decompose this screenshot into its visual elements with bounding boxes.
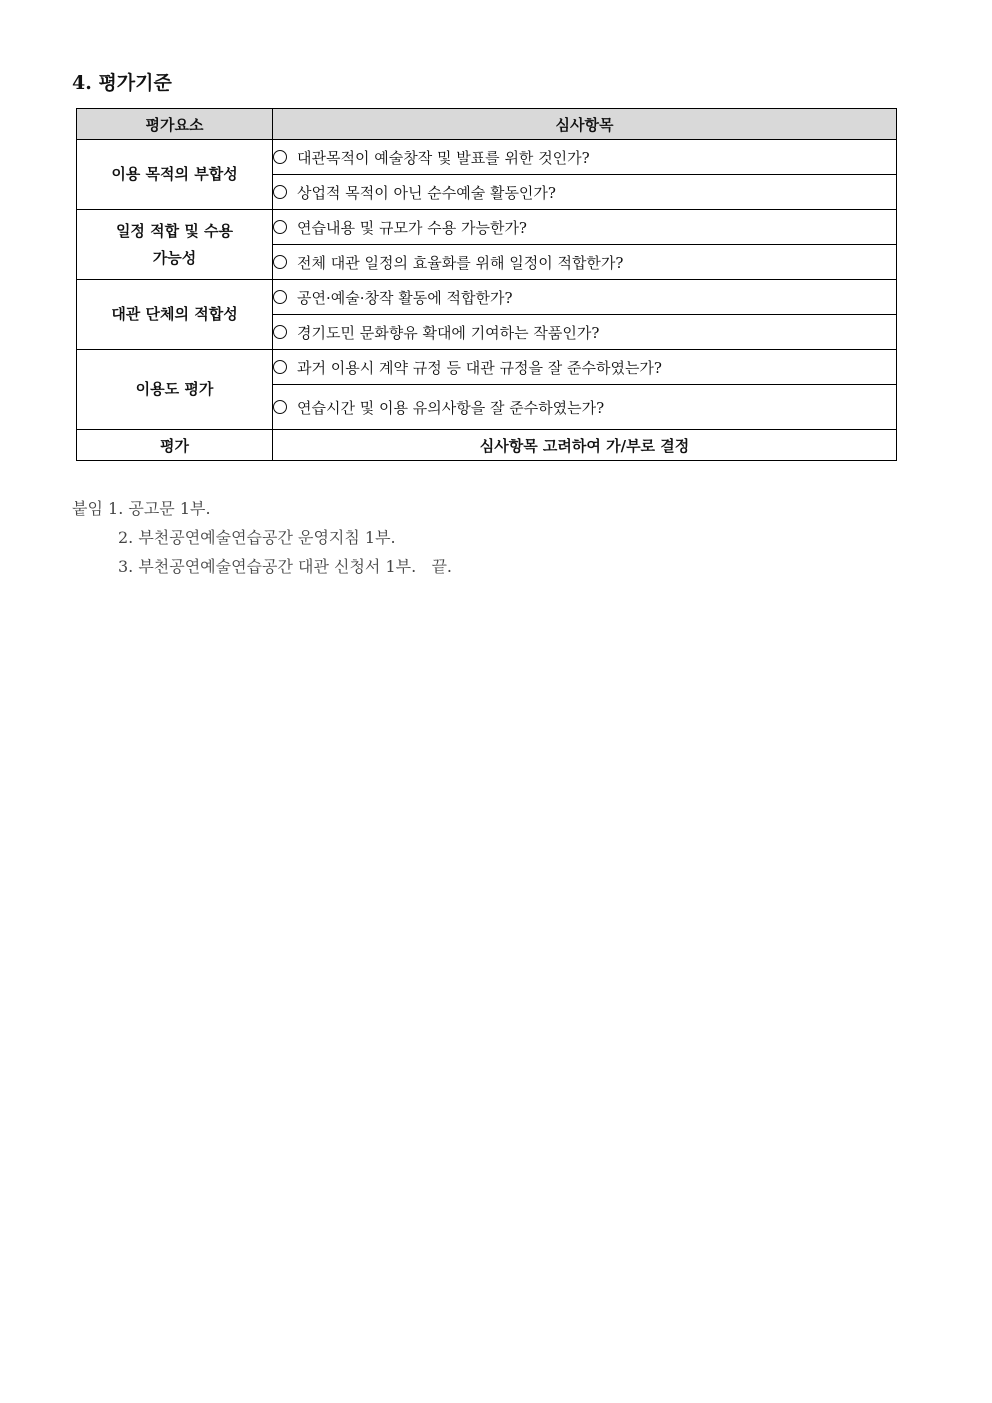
review-item-text: 공연·예술·창작 활동에 적합한가? (297, 288, 513, 307)
attachment-text: 3. 부천공연예술연습공간 대관 신청서 1부. (118, 557, 417, 576)
attachment-item (72, 523, 452, 552)
evaluation-element (77, 140, 273, 210)
circle-bullet-icon (273, 255, 287, 269)
end-mark: 끝. (431, 557, 452, 576)
review-item (273, 175, 897, 210)
review-item (273, 280, 897, 315)
element-label: 대관 단체의 적합성 (111, 305, 238, 323)
element-label: 이용 목적의 부합성 (111, 165, 238, 183)
final-evaluation-label: 평가 (77, 430, 273, 461)
evaluation-element (77, 210, 273, 280)
header-review-items: 심사항목 (273, 109, 897, 140)
table-row (77, 210, 897, 245)
attachment-text: 2. 부천공연예술연습공간 운영지침 1부. (118, 528, 396, 547)
circle-bullet-icon (273, 150, 287, 164)
circle-bullet-icon (273, 185, 287, 199)
element-label: 가능성 (152, 248, 197, 267)
attachments (72, 494, 452, 581)
review-item (273, 140, 897, 175)
final-evaluation-row (77, 430, 897, 461)
attachment-text: 1. 공고문 1부. (108, 499, 211, 518)
evaluation-element (77, 350, 273, 430)
review-item (273, 210, 897, 245)
review-item-text: 상업적 목적이 아닌 순수예술 활동인가? (297, 183, 556, 202)
final-evaluation-value: 심사항목 고려하여 가/부로 결정 (273, 430, 897, 461)
circle-bullet-icon (273, 325, 287, 339)
review-item-text: 과거 이용시 계약 규정 등 대관 규정을 잘 준수하였는가? (297, 358, 662, 377)
evaluation-criteria-table (76, 108, 897, 461)
review-item (273, 385, 897, 430)
table-row (77, 280, 897, 315)
review-item-text: 대관목적이 예술창작 및 발표를 위한 것인가? (297, 148, 590, 167)
element-label: 일정 적합 및 수용 (115, 221, 234, 240)
circle-bullet-icon (273, 400, 287, 414)
review-item (273, 245, 897, 280)
table-header-row (77, 109, 897, 140)
element-label: 이용도 평가 (135, 380, 214, 398)
header-evaluation-element: 평가요소 (77, 109, 273, 140)
attachment-item (72, 552, 452, 581)
circle-bullet-icon (273, 290, 287, 304)
review-item-text: 전체 대관 일정의 효율화를 위해 일정이 적합한가? (297, 253, 624, 272)
evaluation-element (77, 280, 273, 350)
section-title: 4. 평가기준 (72, 72, 172, 94)
circle-bullet-icon (273, 360, 287, 374)
attachments-prefix: 붙임 (72, 499, 103, 518)
review-item-text: 경기도민 문화향유 확대에 기여하는 작품인가? (297, 323, 600, 342)
review-item (273, 350, 897, 385)
table-row (77, 140, 897, 175)
review-item-text: 연습시간 및 이용 유의사항을 잘 준수하였는가? (297, 398, 605, 417)
review-item (273, 315, 897, 350)
review-item-text: 연습내용 및 규모가 수용 가능한가? (297, 218, 527, 237)
attachment-item (72, 494, 452, 523)
table-row (77, 350, 897, 385)
circle-bullet-icon (273, 220, 287, 234)
